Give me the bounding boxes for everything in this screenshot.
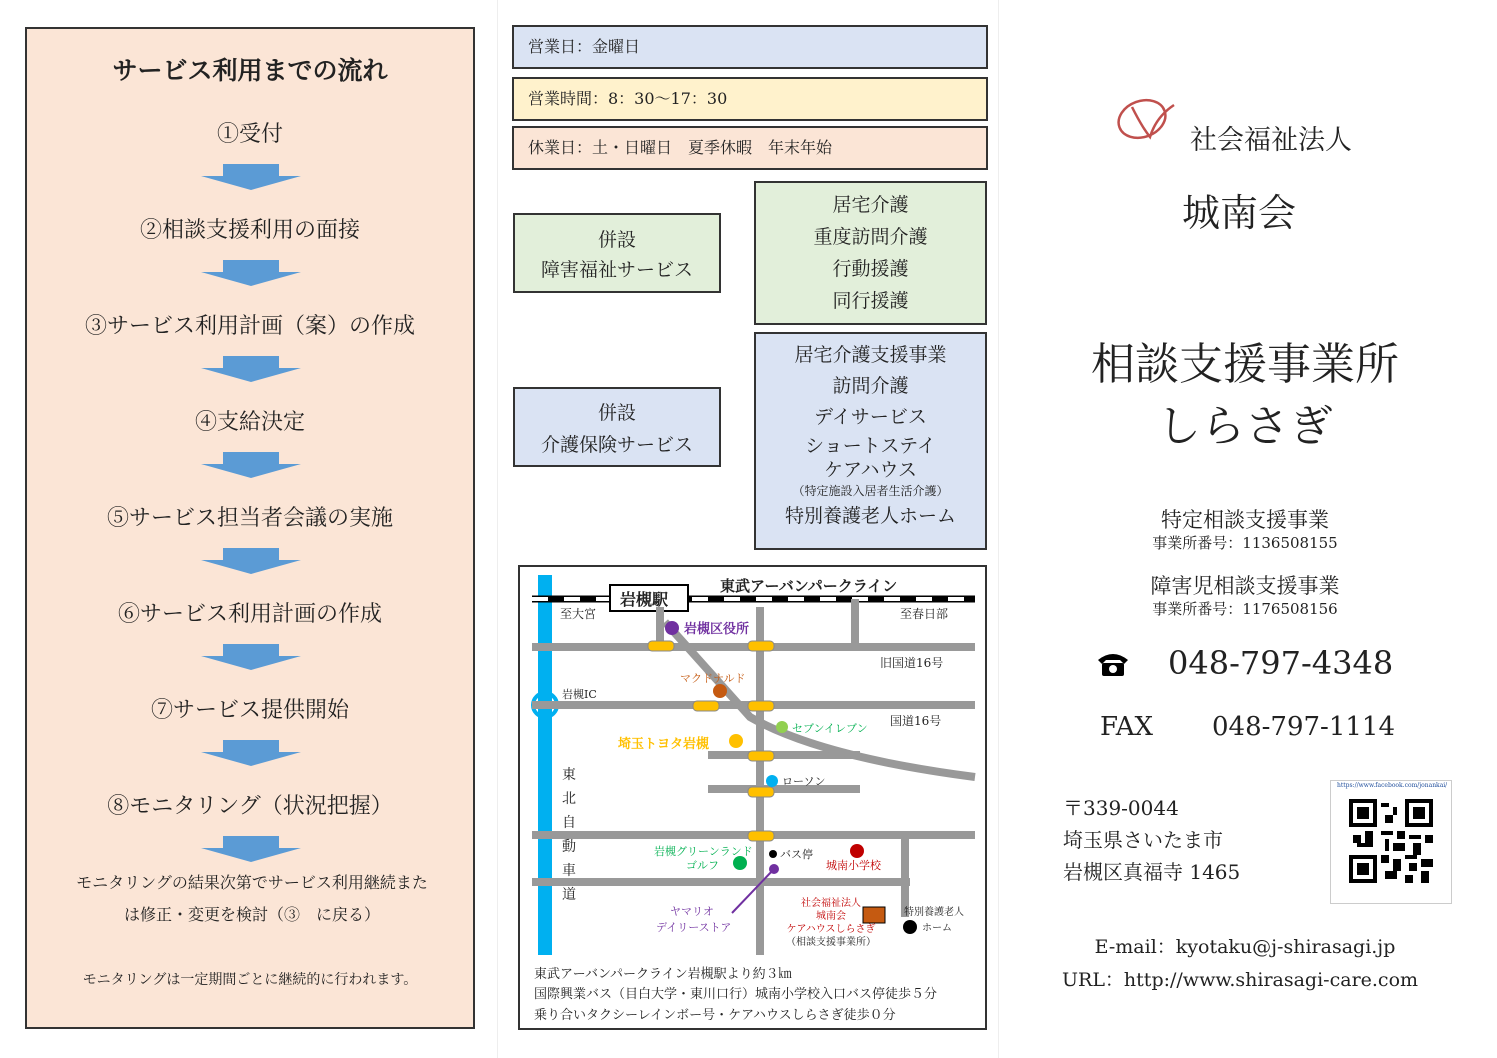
road-network	[532, 599, 975, 955]
map-lawson: ローソン	[782, 775, 826, 788]
disability-label-1: 併設	[597, 229, 636, 251]
step-5: ⑤サービス担当者会議の実施	[106, 506, 393, 531]
map-mcdonalds: マクドナルド	[680, 672, 746, 685]
map-corp-3: ケアハウスしらさぎ	[786, 924, 876, 935]
access-map	[518, 565, 987, 1030]
service-item: 特別養護老人ホーム	[784, 505, 956, 527]
service-2-number: 事業所番号：1176508156	[1152, 600, 1338, 618]
corp-logo-icon	[1112, 97, 1184, 145]
lawson-marker	[766, 775, 778, 787]
bus-stop-marker	[769, 850, 777, 858]
care-label-1: 併設	[597, 402, 636, 424]
corp-type: 社会福祉法人	[1190, 125, 1352, 156]
map-ward-office: 岩槻区役所	[684, 622, 750, 637]
map-golf-1: 岩槻グリーンランド	[654, 845, 753, 858]
service-item: 重度訪問介護	[813, 226, 928, 248]
map-to-kasukabe: 至春日部	[900, 607, 949, 621]
school-marker	[850, 844, 864, 858]
care-label-box	[513, 387, 721, 467]
office-name-1: 相談支援事業所	[1091, 339, 1399, 390]
map-corp-4: （相談支援事業所）	[786, 937, 876, 948]
service-item: 同行援護	[832, 290, 909, 312]
service-item-note: （特定施設入居者生活介護）	[792, 484, 949, 498]
down-arrow-icon	[201, 740, 301, 766]
care-label-2: 介護保険サービス	[540, 434, 693, 456]
map-to-omiya: 至大宮	[560, 607, 597, 621]
map-nursing-1: 特別養護老人	[904, 907, 964, 918]
down-arrow-icon	[201, 452, 301, 478]
step-7: ⑦サービス提供開始	[150, 698, 349, 723]
service-2: 障害児相談支援事業	[1150, 574, 1340, 598]
expressway-char: 動	[562, 839, 576, 855]
monitoring-note-bottom: モニタリングは一定期間ごとに継続的に行われます。	[82, 972, 418, 988]
expressway-char: 車	[562, 863, 576, 879]
pointer-line	[732, 869, 774, 913]
service-item: 居宅介護	[832, 194, 909, 216]
map-facility-label	[786, 897, 876, 949]
map-nursing-2: ホーム	[922, 923, 952, 934]
map-corp-2: 城南会	[816, 911, 846, 922]
map-station: 岩槻駅	[620, 590, 669, 609]
fax-label: FAX	[1100, 712, 1154, 742]
corp-name: 城南会	[1182, 191, 1297, 235]
down-arrow-icon	[201, 836, 301, 862]
service-1-number: 事業所番号：1136508155	[1152, 534, 1338, 552]
tel-number: 048-797-4348	[1168, 644, 1394, 682]
map-expressway-label	[560, 763, 578, 907]
service-item: 行動援護	[832, 258, 909, 280]
monitoring-note-2: は修正・変更を検討（③ に戻る）	[123, 905, 380, 924]
step-3: ③サービス利用計画（案）の作成	[84, 314, 415, 339]
down-arrow-icon	[201, 356, 301, 382]
map-seven-eleven: セブンイレブン	[792, 722, 868, 735]
expressway-char: 自	[562, 815, 576, 831]
map-railway: 東武アーバンパークライン	[720, 577, 898, 595]
mcdonalds-marker	[713, 684, 727, 698]
map-toyota: 埼玉トヨタ岩槻	[618, 737, 710, 752]
ward-office-marker	[665, 621, 679, 635]
map-caption-2: 国際興業バス（目白大学・東川口行）城南小学校入口バス停徒歩５分	[534, 987, 938, 1002]
down-arrow-icon	[201, 164, 301, 190]
map-ic: 岩槻IC	[562, 688, 597, 701]
disability-label-box	[513, 213, 721, 293]
closed-days: 休業日：土・日曜日 夏季休暇 年末年始	[512, 126, 988, 170]
nursing-home-marker	[903, 920, 917, 934]
service-item: 居宅介護支援事業	[794, 344, 947, 366]
map-drawing	[520, 567, 985, 957]
qr-code-frame	[1330, 780, 1452, 904]
expressway-char: 北	[562, 791, 576, 807]
zip-code: 〒339-0044	[1063, 796, 1179, 820]
address-line-1: 埼玉県さいたま市	[1063, 828, 1223, 852]
down-arrow-icon	[201, 548, 301, 574]
service-1: 特定相談支援事業	[1161, 508, 1329, 532]
address-block	[1063, 792, 1240, 888]
toyota-marker	[729, 734, 743, 748]
flow-title: サービス利用までの流れ	[112, 56, 388, 85]
qr-url-text: https://www.facebook.com/jonankai/	[1337, 782, 1447, 789]
care-services-box	[754, 332, 987, 550]
map-bus-stop: バス停	[780, 848, 813, 861]
service-item: ケアハウス	[824, 459, 917, 481]
business-days: 営業日：金曜日	[512, 25, 988, 69]
map-corp-1: 社会福祉法人	[801, 898, 861, 909]
monitoring-note-1: モニタリングの結果次第でサービス利用継続また	[76, 873, 428, 892]
service-item: ショートステイ	[805, 435, 936, 457]
map-route16-old: 旧国道16号	[880, 656, 944, 670]
qr-code-icon	[1349, 799, 1433, 883]
step-2: ②相談支援利用の面接	[139, 218, 360, 243]
office-name-2: しらさぎ	[1157, 401, 1333, 452]
step-1: ①受付	[216, 122, 283, 147]
step-8: ⑧モニタリング（状況把握）	[107, 794, 393, 819]
email[interactable]: E-mail：kyotaku@j-shirasagi.jp	[1094, 936, 1396, 958]
map-caption-3: 乗り合いタクシーレインボー号・ケアハウスしらさぎ徒歩０分	[534, 1008, 896, 1023]
map-school: 城南小学校	[826, 859, 881, 872]
business-hours: 営業時間：8：30～17：30	[512, 77, 988, 121]
flow-panel	[25, 27, 475, 1029]
expressway-road	[538, 575, 552, 955]
disability-label-2: 障害福祉サービス	[540, 259, 693, 281]
map-store-2: デイリーストア	[656, 921, 732, 934]
service-item: 訪問介護	[832, 375, 909, 397]
expressway-char: 道	[562, 887, 576, 903]
expressway-char: 東	[562, 767, 576, 783]
map-route16: 国道16号	[890, 714, 942, 728]
phone-icon	[1096, 650, 1130, 678]
address-line-2: 岩槻区真福寺 1465	[1063, 860, 1241, 884]
disability-services-box	[754, 181, 987, 325]
map-store-1: ヤマリオ	[670, 905, 714, 918]
fax-number: 048-797-1114	[1212, 712, 1395, 742]
seven-eleven-marker	[776, 721, 788, 733]
down-arrow-icon	[201, 260, 301, 286]
step-6: ⑥サービス利用計画の作成	[117, 602, 382, 627]
down-arrow-icon	[201, 644, 301, 670]
step-4: ④支給決定	[194, 410, 305, 435]
website-url[interactable]: URL：http://www.shirasagi-care.com	[1062, 969, 1419, 991]
service-item: デイサービス	[814, 406, 927, 428]
map-caption-1: 東武アーバンパークライン岩槻駅より約３㎞	[534, 967, 792, 982]
map-golf-2: ゴルフ	[686, 859, 719, 872]
